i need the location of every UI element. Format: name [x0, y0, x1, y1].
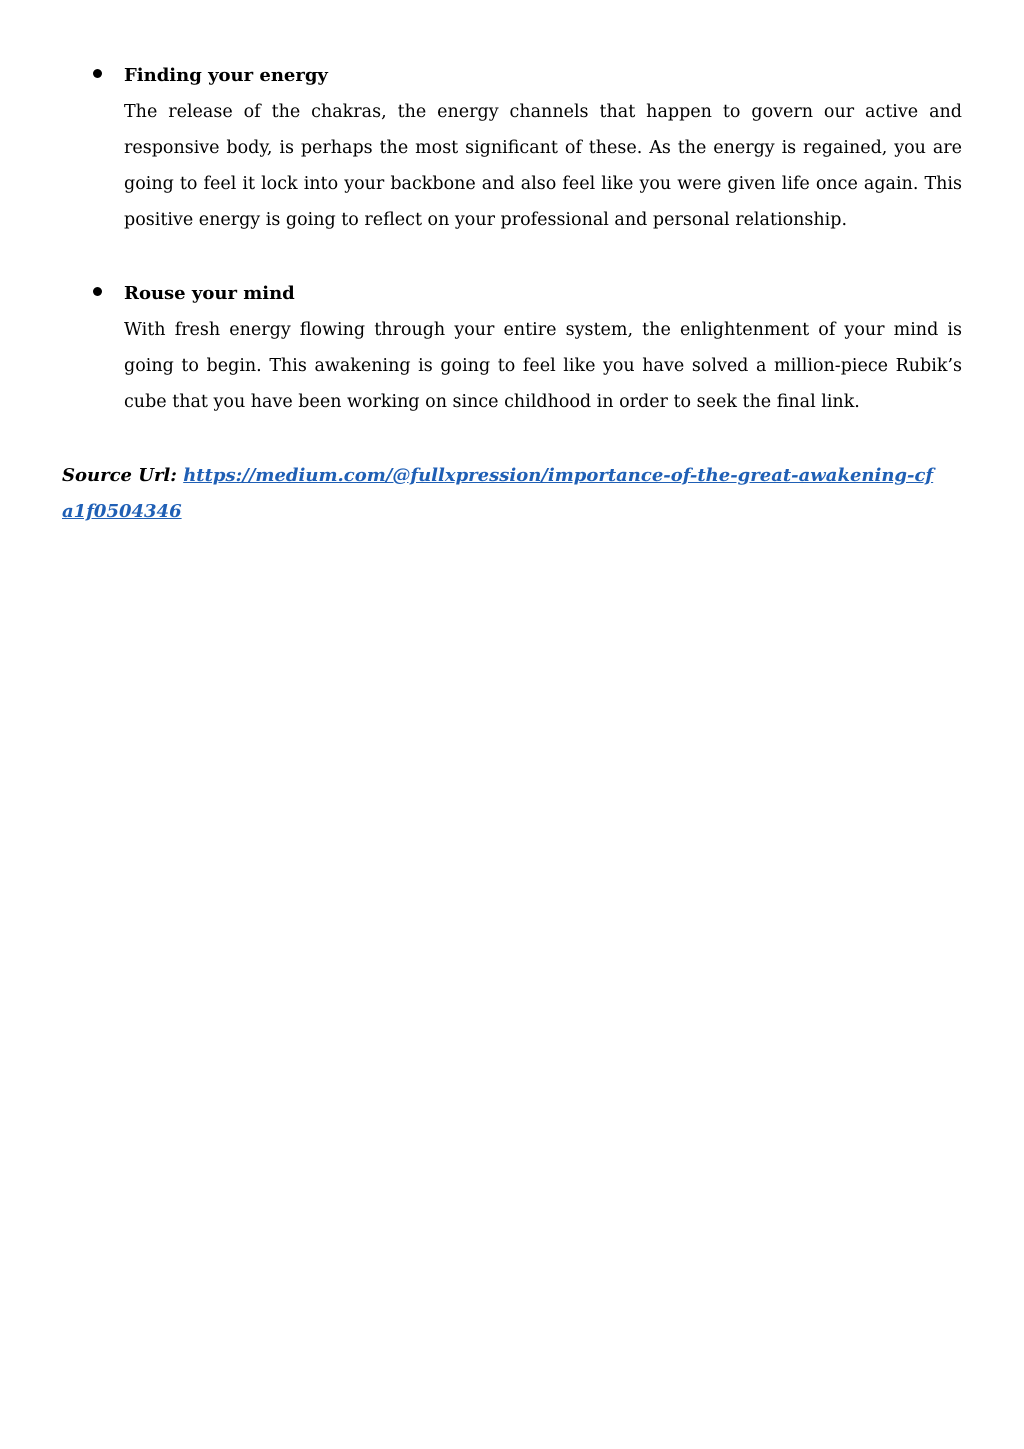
- bullet-point-icon: [93, 69, 102, 78]
- bullet-section-finding-energy: [124, 58, 962, 238]
- source-url-label: Source Url:: [62, 465, 177, 486]
- bullet-section-rouse-mind: [124, 276, 962, 420]
- bullet-point-icon: [93, 287, 102, 296]
- section-body: The release of the chakras, the energy channels that happen to govern our active and responsive body, is perhaps the most significant of these. As the energy is regained, you are going to feel it lock into your backbone and also feel like you were given life once again. This positive energy is going to reflect on your professional and personal relationship.: [124, 102, 962, 230]
- source-url-link[interactable]: https://medium.com/@fullxpression/importance-of-the-great-awakening-cfa1f0504346: [62, 465, 934, 522]
- section-heading: Rouse your mind: [124, 283, 295, 304]
- section-heading: Finding your energy: [124, 65, 328, 86]
- source-url-line: [62, 458, 942, 530]
- section-body: With fresh energy flowing through your entire system, the enlightenment of your mind is going to begin. This awakening is going to feel like you have solved a million-piece Rubik’s cube that you have been working on since childhood in order to seek the final link.: [124, 320, 962, 412]
